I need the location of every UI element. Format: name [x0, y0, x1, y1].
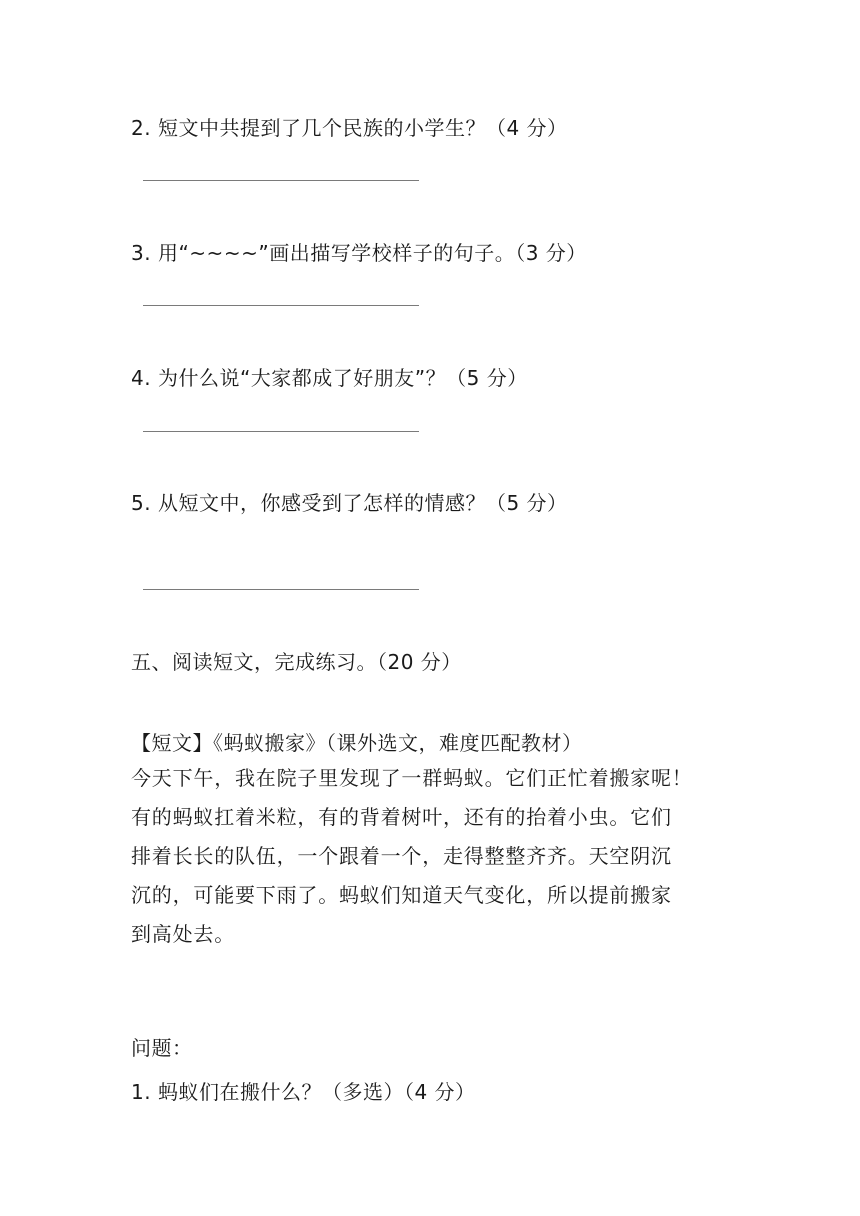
- passage-line: 有的蚂蚁扛着米粒，有的背着树叶，还有的抬着小虫。它们: [131, 805, 672, 829]
- questions-label: 问题：: [131, 1036, 193, 1060]
- answer-line-q5[interactable]: [143, 589, 419, 590]
- question-5: 5. 从短文中，你感受到了怎样的情感？（5 分）: [131, 491, 568, 515]
- passage-line: 到高处去。: [131, 922, 235, 946]
- question-4: 4. 为什么说“大家都成了好朋友”？（5 分）: [131, 366, 528, 390]
- passage-line: 今天下午，我在院子里发现了一群蚂蚁。它们正忙着搬家呢！: [131, 766, 693, 790]
- question-3: 3. 用“~~~~”画出描写学校样子的句子。（3 分）: [131, 241, 587, 265]
- answer-line-q4[interactable]: [143, 431, 419, 432]
- section-heading: 五、阅读短文，完成练习。（20 分）: [131, 650, 462, 674]
- passage-text: [131, 759, 731, 954]
- answer-line-q2[interactable]: [143, 180, 419, 181]
- passage-line: 排着长长的队伍，一个跟着一个，走得整整齐齐。天空阴沉: [131, 844, 672, 868]
- question-1: 1. 蚂蚁们在搬什么？（多选）（4 分）: [131, 1080, 476, 1104]
- answer-line-q3[interactable]: [143, 305, 419, 306]
- passage-title: 【短文】《蚂蚁搬家》（课外选文，难度匹配教材）: [131, 731, 583, 755]
- passage-line: 沉的，可能要下雨了。蚂蚁们知道天气变化，所以提前搬家: [131, 883, 672, 907]
- question-2: 2. 短文中共提到了几个民族的小学生？（4 分）: [131, 116, 568, 140]
